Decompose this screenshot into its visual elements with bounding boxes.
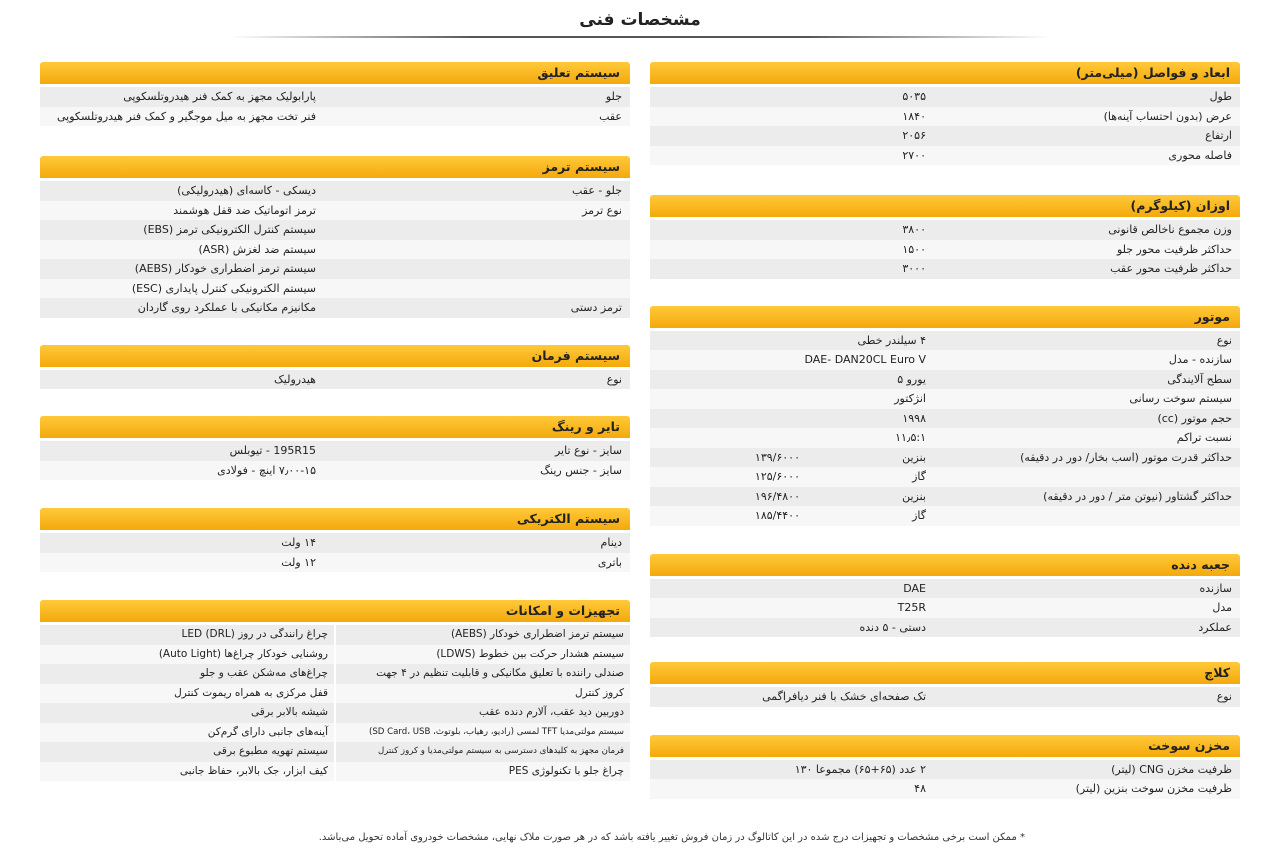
spec-row: عقب فنر تخت مجهز به میل موجگیر و کمک فنر هیدروتلسکوپی [40, 107, 630, 127]
spec-row: جلو - عقب دیسکی - کاسه‌ای (هیدرولیکی) [40, 181, 630, 201]
footnote: * ممکن است برخی مشخصات و تجهیزات درج شده در این کاتالوگ در زمان فروش تغییر یافته باشد که در هر صورت ملاک نهایی، مشخصات خودروی آماده تحویل می‌باشد. [318, 832, 1025, 843]
steering-section [40, 345, 630, 390]
spec-row: سیستم سوخت رسانی انژکتور [650, 389, 1240, 409]
spec-row: گاز ۱۸۵/۴۴۰۰ [650, 506, 1240, 526]
equipment-item: سیستم ترمز اضطراری خودکار (AEBS) [336, 625, 630, 645]
weights-section [650, 195, 1240, 279]
engine-header: موتور [650, 306, 1240, 328]
spec-row: حداکثر ظرفیت محور جلو ۱۵۰۰ [650, 240, 1240, 260]
brakes-section [40, 156, 630, 318]
equipment-item: شیشه بالابر برقی [40, 703, 334, 723]
spec-row: حداکثر ظرفیت محور عقب ۳۰۰۰ [650, 259, 1240, 279]
spec-row: سازنده - مدل DAE- DAN20CL Euro V [650, 350, 1240, 370]
spec-row: ظرفیت مخزن سوخت بنزین (لیتر) ۴۸ [650, 779, 1240, 799]
spec-row: گاز ۱۲۵/۶۰۰۰ [650, 467, 1240, 487]
spec-row: سایز - جنس رینگ ۷٫۰۰-۱۵ اینچ - فولادی [40, 461, 630, 481]
equipment-item: کروز کنترل [336, 684, 630, 704]
equipment-item: چراغ‌های مه‌شکن عقب و جلو [40, 664, 334, 684]
page-title: مشخصات فنی [579, 10, 701, 30]
engine-section [650, 306, 1240, 526]
spec-row: جلو پارابولیک مجهز به کمک فنر هیدروتلسکوپی [40, 87, 630, 107]
right-column [650, 62, 1240, 799]
gearbox-section [650, 554, 1240, 638]
spec-row: سیستم ترمز اضطراری خودکار (AEBS) [40, 259, 630, 279]
spec-row: عملکرد دستی - ۵ دنده [650, 618, 1240, 638]
equipment-item: سیستم مولتی‌مدیا TFT لمسی (رادیو، رهیاب، بلوتوث، SD Card، USB) [336, 723, 630, 743]
spec-row: مدل T25R [650, 598, 1240, 618]
spec-row: سازنده DAE [650, 579, 1240, 599]
spec-row: سیستم الکترونیکی کنترل پایداری (ESC) [40, 279, 630, 299]
spec-row: حجم موتور (cc) ۱۹۹۸ [650, 409, 1240, 429]
spec-row: ترمز دستی مکانیزم مکانیکی با عملکرد روی گاردان [40, 298, 630, 318]
spec-row: دینام ۱۴ ولت [40, 533, 630, 553]
dims-section [650, 62, 1240, 165]
equipment-item: آینه‌های جانبی دارای گرم‌کن [40, 723, 334, 743]
equipment-item: کیف ابزار، جک بالابر، حفاظ جانبی [40, 762, 334, 782]
spec-row: حداکثر قدرت موتور (اسب بخار/ دور در دقیقه) بنزین ۱۳۹/۶۰۰۰ [650, 448, 1240, 468]
clutch-section [650, 662, 1240, 707]
clutch-header: کلاچ [650, 662, 1240, 684]
spec-row: وزن مجموع ناخالص قانونی ۳۸۰۰ [650, 220, 1240, 240]
tires-header: تایر و رینگ [40, 416, 630, 438]
spec-row: نوع ترمز ترمز اتوماتیک ضد قفل هوشمند [40, 201, 630, 221]
equipment-item: روشنایی خودکار چراغ‌ها (Auto Light) [40, 645, 334, 665]
equipment-header: تجهیزات و امکانات [40, 600, 630, 622]
fuel-tank-header: مخزن سوخت [650, 735, 1240, 757]
spec-row: باتری ۱۲ ولت [40, 553, 630, 573]
spec-row: نوع ۴ سیلندر خطی [650, 331, 1240, 351]
brakes-header: سیستم ترمز [40, 156, 630, 178]
dims-header: ابعاد و فواصل (میلی‌متر) [650, 62, 1240, 84]
electrical-header: سیستم الکتریکی [40, 508, 630, 530]
suspension-header: سیستم تعلیق [40, 62, 630, 84]
spec-row: سیستم ضد لغزش (ASR) [40, 240, 630, 260]
spec-row: سیستم کنترل الکترونیکی ترمز (EBS) [40, 220, 630, 240]
spec-row: نسبت تراکم ۱۱٫۵:۱ [650, 428, 1240, 448]
equipment-item: سیستم هشدار حرکت بین خطوط (LDWS) [336, 645, 630, 665]
spec-row: طول ۵۰۳۵ [650, 87, 1240, 107]
equipment-column-right [334, 625, 630, 781]
spec-row: فاصله محوری ۲۷۰۰ [650, 146, 1240, 166]
electrical-section [40, 508, 630, 572]
spec-row: نوع تک صفحه‌ای خشک با فنر دیافراگمی [650, 687, 1240, 707]
equipment-item: چراغ رانندگی در روز (DRL) LED [40, 625, 334, 645]
spec-row: سایز - نوع تایر 195R15 - تیوبلس [40, 441, 630, 461]
equipment-item: چراغ جلو با تکنولوژی PES [336, 762, 630, 782]
weights-header: اوزان (کیلوگرم) [650, 195, 1240, 217]
tires-section [40, 416, 630, 480]
spec-row: حداکثر گشتاور (نیوتن متر / دور در دقیقه) بنزین ۱۹۶/۴۸۰۰ [650, 487, 1240, 507]
equipment-item: دوربین دید عقب، آلارم دنده عقب [336, 703, 630, 723]
spec-row: عرض (بدون احتساب آینه‌ها) ۱۸۴۰ [650, 107, 1240, 127]
equipment-column-left [40, 625, 334, 781]
steering-header: سیستم فرمان [40, 345, 630, 367]
equipment-item: فرمان مجهز به کلیدهای دسترسی به سیستم مولتی‌مدیا و کروز کنترل [336, 742, 630, 762]
equipment-item: قفل مرکزی به همراه ریموت کنترل [40, 684, 334, 704]
spec-row: نوع هیدرولیک [40, 370, 630, 390]
title-divider [230, 36, 1050, 38]
suspension-section [40, 62, 630, 126]
left-column [40, 62, 630, 781]
fuel-tank-section [650, 735, 1240, 799]
equipment-item: سیستم تهویه مطبوع برقی [40, 742, 334, 762]
equipment-section [40, 600, 630, 781]
equipment-item: صندلی راننده با تعلیق مکانیکی و قابلیت تنظیم در ۴ جهت [336, 664, 630, 684]
spec-row: ظرفیت مخزن CNG (لیتر) ۲ عدد (۶۵+۶۵) مجموعا ۱۳۰ [650, 760, 1240, 780]
spec-row: ارتفاع ۲۰۵۶ [650, 126, 1240, 146]
gearbox-header: جعبه دنده [650, 554, 1240, 576]
spec-row: سطح آلایندگی یورو ۵ [650, 370, 1240, 390]
